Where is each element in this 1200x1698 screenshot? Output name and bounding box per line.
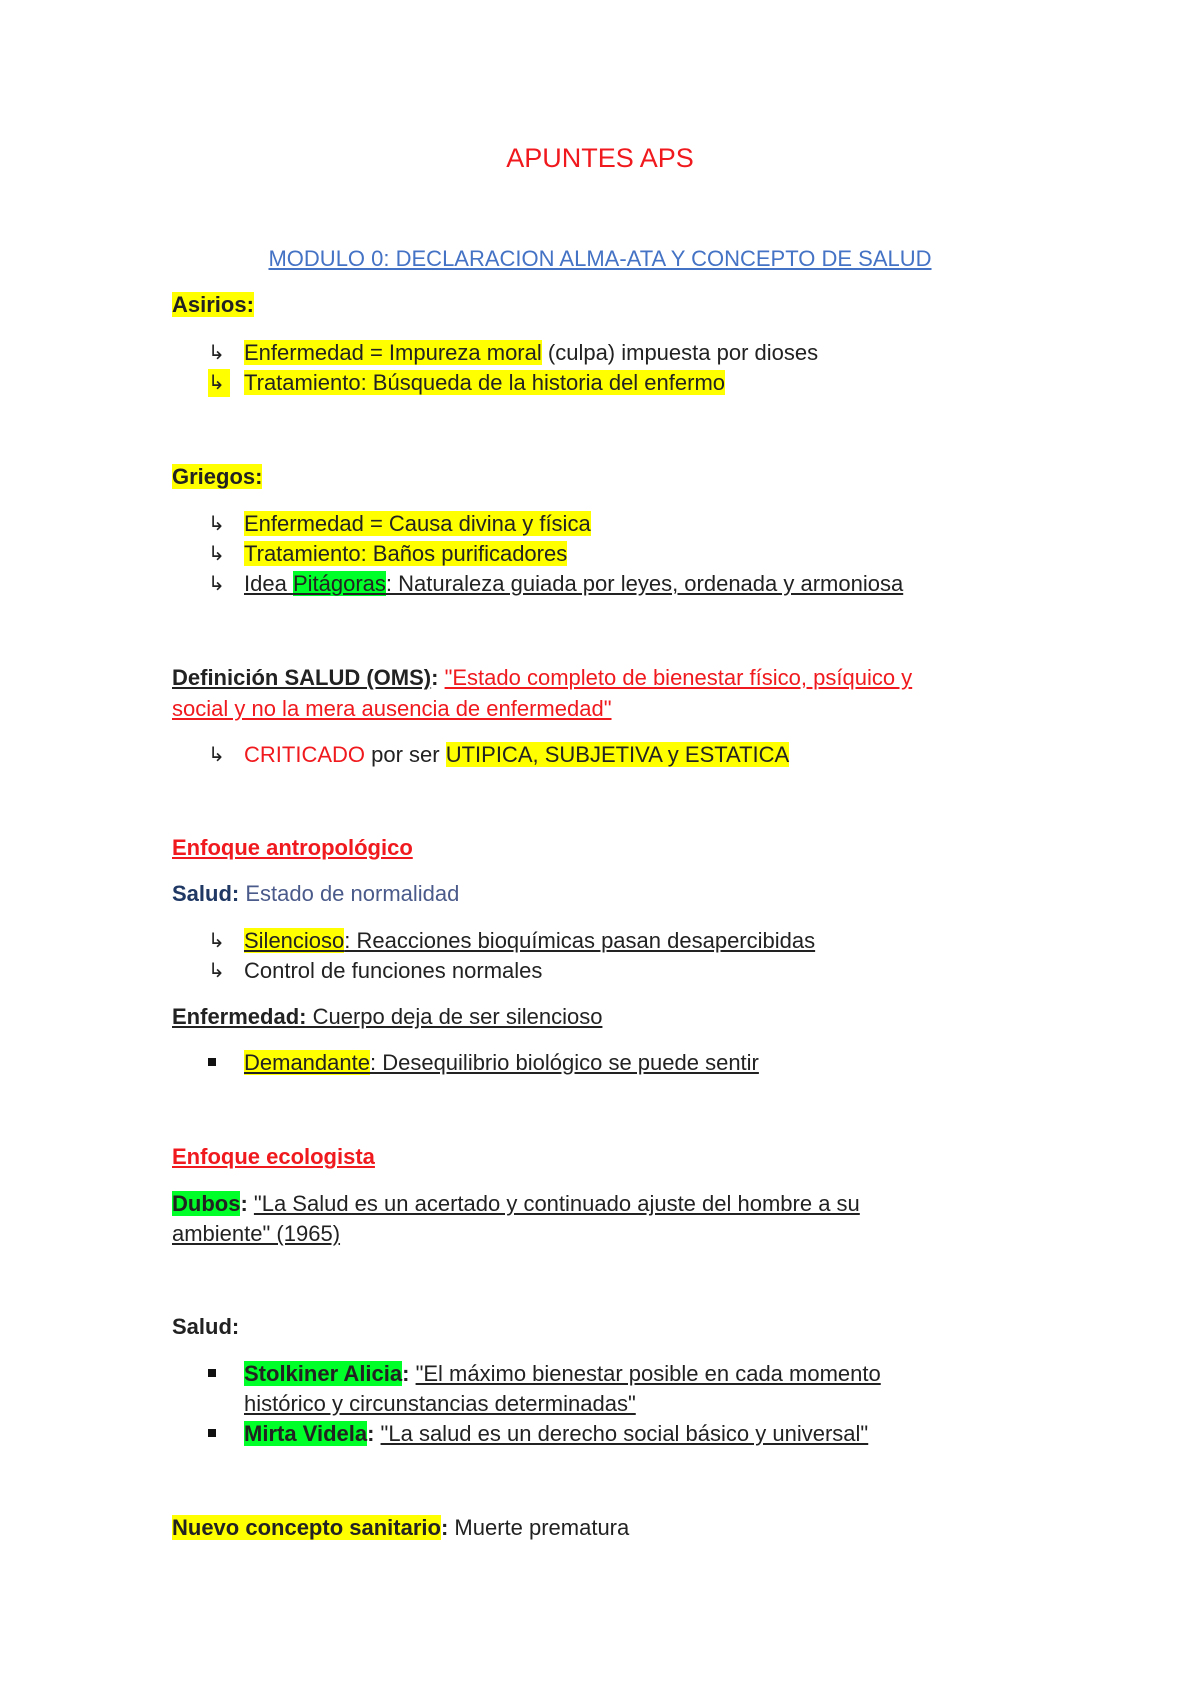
- salud-line: Salud: Estado de normalidad: [172, 881, 460, 906]
- definition-line-2: social y no la mera ausencia de enfermedad": [172, 696, 612, 721]
- arrow-bullet-icon: ↳: [208, 744, 225, 766]
- list-item: CRITICADO por ser UTIPICA, SUBJETIVA y ESTATICA: [244, 742, 790, 767]
- list-item: Tratamiento: Búsqueda de la historia del enfermo: [244, 370, 726, 395]
- list-item: Mirta Videla: "La salud es un derecho social básico y universal": [244, 1421, 869, 1446]
- section-heading: Enfoque antropológico: [172, 835, 413, 860]
- arrow-bullet-icon: ↳: [208, 930, 225, 952]
- module-heading: MODULO 0: DECLARACION ALMA-ATA Y CONCEPTO DE SALUD: [268, 246, 932, 271]
- list-item: Silencioso: Reacciones bioquímicas pasan desapercibidas: [244, 928, 816, 953]
- nuevo-concepto-line: Nuevo concepto sanitario: Muerte prematura: [172, 1515, 630, 1540]
- salud-heading: Salud:: [172, 1314, 240, 1339]
- list-item: Idea Pitágoras: Naturaleza guiada por leyes, ordenada y armoniosa: [244, 571, 904, 596]
- arrow-bullet-icon: ↳: [208, 960, 225, 982]
- arrow-bullet-icon: ↳: [208, 543, 225, 565]
- square-bullet-icon: [208, 1369, 216, 1377]
- griegos-heading: Griegos:: [172, 464, 263, 489]
- definition-line-1: Definición SALUD (OMS): "Estado completo de bienestar físico, psíquico y: [172, 665, 913, 690]
- list-item: Tratamiento: Baños purificadores: [244, 541, 568, 566]
- arrow-bullet-icon: ↳: [208, 513, 225, 535]
- square-bullet-icon: [208, 1429, 216, 1437]
- list-item-continuation: histórico y circunstancias determinadas": [244, 1391, 636, 1416]
- asirios-heading: Asirios:: [172, 292, 254, 317]
- dubos-line-2: ambiente" (1965): [172, 1221, 341, 1246]
- enfermedad-line: Enfermedad: Cuerpo deja de ser silencioso: [172, 1004, 603, 1029]
- list-item: Stolkiner Alicia: "El máximo bienestar posible en cada momento: [244, 1361, 881, 1386]
- arrow-bullet-icon: ↳: [208, 369, 230, 397]
- list-item: Enfermedad = Causa divina y física: [244, 511, 591, 536]
- dubos-line-1: Dubos: "La Salud es un acertado y continuado ajuste del hombre a su: [172, 1191, 860, 1216]
- square-bullet-icon: [208, 1058, 216, 1066]
- list-item: Enfermedad = Impureza moral (culpa) impuesta por dioses: [244, 340, 819, 365]
- list-item: Control de funciones normales: [244, 958, 543, 983]
- list-item: Demandante: Desequilibrio biológico se puede sentir: [244, 1050, 759, 1075]
- document-title: APUNTES APS: [506, 143, 694, 173]
- arrow-bullet-icon: ↳: [208, 342, 225, 364]
- arrow-bullet-icon: ↳: [208, 573, 225, 595]
- section-heading: Enfoque ecologista: [172, 1144, 375, 1169]
